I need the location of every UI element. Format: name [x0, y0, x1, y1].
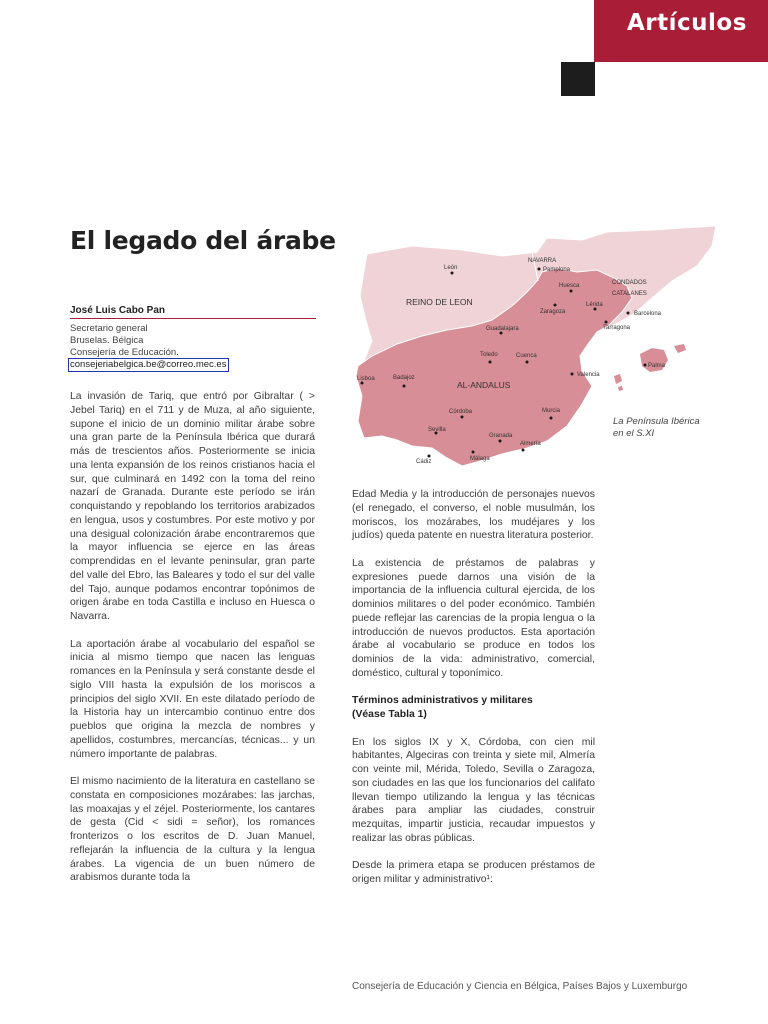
map-city-almeria [520, 441, 541, 452]
svg-text:Toledo: Toledo [480, 352, 498, 358]
page-footer: Consejería de Educación y Ciencia en Bélgica, Países Bajos y Luxemburgo [352, 981, 688, 992]
region-label-condados: CONDADOS CATALANES [612, 280, 647, 297]
article-title: El legado del árabe [70, 226, 336, 255]
map-island-formentera [618, 386, 623, 391]
affiliation-city: Bruselas. Bélgica [70, 334, 144, 346]
map-island-ibiza [614, 374, 622, 384]
paragraph-vocabulary: La aportación árabe al vocabulario del español se inicia al mismo tiempo que nacen las lenguas romances en la Península y será constante desde el siglo VIII hasta la expulsión de los moriscos a principios del siglo XVII. En este dilatado período de la Historia hay un intercambio continuo entre dos pueblos que origina la mezcla de nombres y apellidos, costumbres, mercancías, técnicas... y un número importante de palabras. [70, 638, 315, 760]
paragraph-literature: El mismo nacimiento de la literatura en castellano se constata en composiciones mozárabes: las jarchas, las moaxajas y el zéjel. Posteriormente, los cantares de gesta (Cid < sidi = señor), los romances fronterizos o los escritos de D. Juan Manuel, reflejarán la influencia de la cultura y la lengua árabes. La vigencia de un buen número de arabismos durante toda la [70, 776, 315, 884]
svg-text:Guadalajara: Guadalajara [486, 326, 519, 332]
decorative-square [561, 62, 595, 96]
svg-text:Málaga: Málaga [470, 456, 490, 462]
svg-text:Tarragona: Tarragona [603, 325, 631, 331]
map-city-pamplona [538, 267, 571, 273]
svg-text:Lisboa: Lisboa [357, 376, 375, 382]
left-column [70, 390, 315, 885]
map-caption: La Península Ibérica en el S.XI [613, 416, 700, 439]
paragraph-military: Desde la primera etapa se producen préstamos de origen militar y administrativo¹: [352, 860, 595, 885]
paragraph-cities: En los siglos IX y X, Córdoba, con cien mil habitantes, Algeciras con treinta y siete mil, Almería con veinte mil, Mérida, Toledo, Sevilla o Zaragoza, son ciudades en las que los funcionarios del califato llevan tiempo utilizando la lengua y las técnicas árabes para ampliar las ciudades, construir mezquitas, impartir justicia, recaudar impuestos y realizar las obras públicas. [352, 736, 595, 844]
svg-text:Huesca: Huesca [559, 283, 580, 289]
right-column [352, 488, 595, 887]
paragraph-invasion: La invasión de Tariq, que entró por Gibraltar ( > Jebel Tariq) en el 711 y de Muza, al año siguiente, supone el inicio de un dominio militar árabe sobre una gran parte de la Península Ibérica que durará más de trescientos años. Posteriormente se inicia una lenta expansión de los reinos cristianos hacia el sur, que culminará en 1492 con la toma del reino nazarí de Granada. Durante este período se irán conquistando y repoblando los territorios arabizados en lengua, usos y costumbres. Por este motivo y por una desigual colonización árabe encontraremos que la mayor influencia se ejerce en las áreas comprendidas en el levante peninsular, gran parte del valle del Ebro, las Baleares y todo el sur del valle del Tajo, aunque podamos encontrar topónimos de origen árabe en toda Castilla e incluso en Huesca o Navarra. [70, 391, 315, 622]
region-label-leon: REINO DE LEON [406, 297, 473, 307]
map-city-cadiz [416, 455, 431, 466]
svg-text:Palma: Palma [648, 363, 666, 369]
svg-text:Granada: Granada [489, 433, 513, 439]
region-label-al-andalus: AL-ANDALUS [457, 380, 511, 390]
svg-text:Valencia: Valencia [577, 372, 600, 378]
paragraph-middle-ages: Edad Media y la introducción de personajes nuevos (el renegado, el converso, el noble musulmán, los moriscos, los mozárabes, los mudéjares y los judíos) queda patente en nuestra literatura posterior. [352, 489, 595, 542]
svg-text:Zaragoza: Zaragoza [540, 309, 566, 315]
section-label: Artículos [627, 10, 747, 36]
paragraph-loans: La existencia de préstamos de palabras y expresiones puede darnos una visión de la importancia de la influencia cultural ejercida, de los dominios militares o del poder económico. También puede reflejar las carencias de la propia lengua o la introducción de nuevos productos. Esta aportación árabe al vocabulario se produce en todos los dominios de la vida: administrativo, comercial, doméstico, cultural y toponímico. [352, 557, 595, 679]
svg-text:Cádiz: Cádiz [416, 459, 432, 465]
svg-text:Murcia: Murcia [542, 408, 561, 414]
section-heading: Términos administrativos y militares [352, 695, 533, 707]
table-reference-link[interactable]: (Véase Tabla 1) [352, 709, 427, 720]
svg-text:Pamplona: Pamplona [543, 267, 571, 273]
affiliation-office: Consejería de Educación. [70, 346, 179, 358]
svg-text:Cuenca: Cuenca [516, 353, 537, 359]
svg-text:Barcelona: Barcelona [634, 311, 662, 317]
map-island-menorca [674, 344, 686, 353]
svg-text:Sevilla: Sevilla [428, 427, 446, 433]
author-divider [70, 318, 316, 319]
region-label-navarra: NAVARRA [528, 258, 557, 264]
svg-text:Córdoba: Córdoba [449, 409, 473, 415]
section-tab [594, 0, 768, 62]
author-email-link[interactable]: consejeriabelgica.be@correo.mec.es [68, 358, 229, 372]
svg-text:Almería: Almería [520, 441, 541, 447]
author-name: José Luis Cabo Pan [70, 305, 166, 316]
author-affiliation [70, 323, 229, 372]
affiliation-role: Secretario general [70, 323, 148, 334]
svg-text:León: León [444, 265, 458, 271]
svg-text:Lérida: Lérida [586, 302, 603, 308]
svg-text:Badajoz: Badajoz [393, 375, 415, 381]
